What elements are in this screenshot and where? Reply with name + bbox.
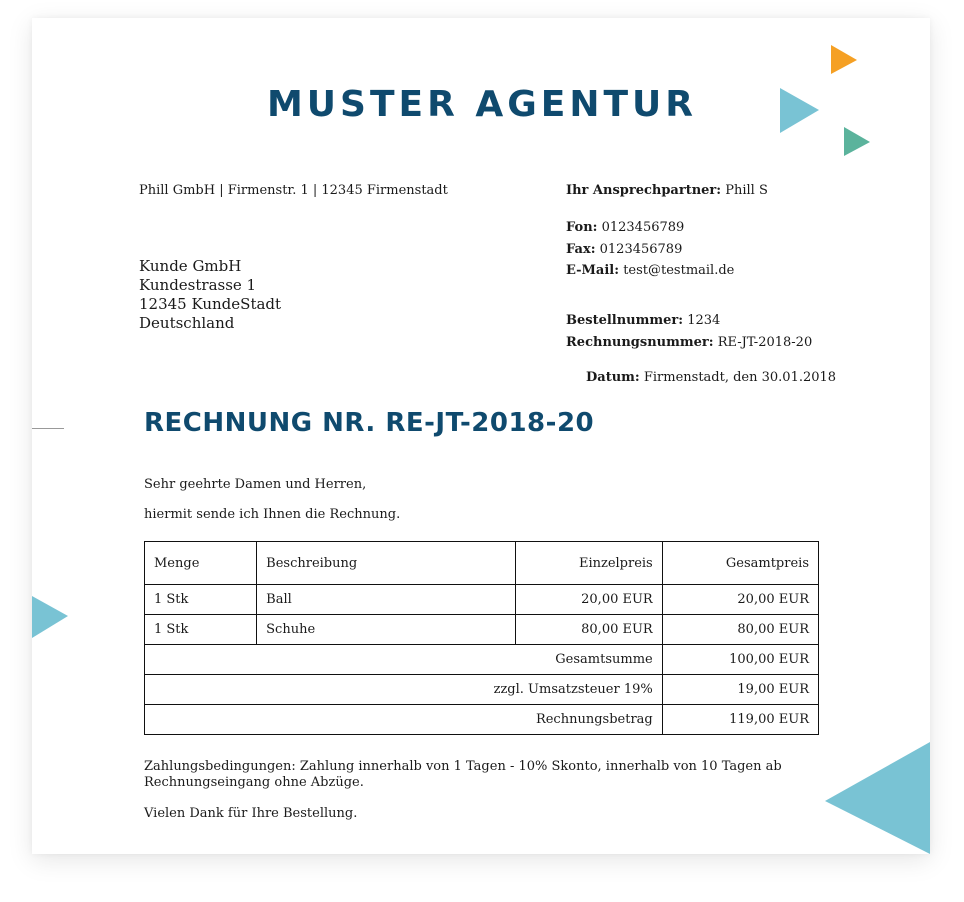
quantity-cell: 1 Stk xyxy=(145,585,257,615)
column-header: Einzelpreis xyxy=(515,542,662,585)
corner-blue-triangle-icon xyxy=(825,742,930,854)
table-row xyxy=(145,585,819,615)
fax-value: 0123456789 xyxy=(599,242,683,257)
order-number xyxy=(566,313,720,328)
orange-triangle-icon xyxy=(831,45,857,74)
subtotal-label: Gesamtsumme xyxy=(145,645,663,675)
invoice-title: RECHNUNG NR. RE-JT-2018-20 xyxy=(144,408,595,438)
closing-thanks: Vielen Dank für Ihre Bestellung. xyxy=(144,806,358,821)
contact-person-value: Phill S xyxy=(725,183,768,198)
column-header: Beschreibung xyxy=(257,542,515,585)
fold-mark xyxy=(32,428,64,429)
salutation: Sehr geehrte Damen und Herren, xyxy=(144,477,367,492)
unit-price-cell: 80,00 EUR xyxy=(515,615,662,645)
sender-address-line: Phill GmbH | Firmenstr. 1 | 12345 Firmenstadt xyxy=(139,183,448,198)
brand-title: MUSTER AGENTUR xyxy=(266,84,698,125)
recipient-line: Deutschland xyxy=(139,314,235,332)
contact-phone xyxy=(566,220,684,235)
contact-person-label: Ihr Ansprechpartner: xyxy=(566,183,722,198)
email-value: test@testmail.de xyxy=(623,263,735,278)
total-price-cell: 80,00 EUR xyxy=(662,615,818,645)
recipient-line: 12345 KundeStadt xyxy=(139,295,282,313)
total-price-cell: 20,00 EUR xyxy=(662,585,818,615)
recipient-line: Kundestrasse 1 xyxy=(139,276,257,294)
tax-row xyxy=(145,675,819,705)
order-number-label: Bestellnummer: xyxy=(566,313,684,328)
subtotal-value: 100,00 EUR xyxy=(662,645,818,675)
quantity-cell: 1 Stk xyxy=(145,615,257,645)
description-cell: Ball xyxy=(257,585,515,615)
contact-fax xyxy=(566,242,682,257)
invoice-number-label: Rechnungsnummer: xyxy=(566,335,714,350)
payment-terms: Zahlungsbedingungen: Zahlung innerhalb von 1 Tagen - 10% Skonto, innerhalb von 10 Tagen ab Rechnungseingang ohne Abzüge. xyxy=(144,759,782,790)
grand-total-row xyxy=(145,705,819,735)
phone-label: Fon: xyxy=(566,220,598,235)
column-header: Gesamtpreis xyxy=(662,542,818,585)
tax-value: 19,00 EUR xyxy=(662,675,818,705)
teal-triangle-icon xyxy=(844,127,870,156)
unit-price-cell: 20,00 EUR xyxy=(515,585,662,615)
date-label: Datum: xyxy=(586,370,640,385)
phone-value: 0123456789 xyxy=(601,220,685,235)
fax-label: Fax: xyxy=(566,242,596,257)
grand-total-label: Rechnungsbetrag xyxy=(145,705,663,735)
contact-person xyxy=(566,183,768,198)
tax-label: zzgl. Umsatzsteuer 19% xyxy=(145,675,663,705)
recipient-address xyxy=(139,257,281,333)
invoice-number xyxy=(566,335,812,350)
grand-total-value: 119,00 EUR xyxy=(662,705,818,735)
invoice-date xyxy=(586,370,836,385)
column-header: Menge xyxy=(145,542,257,585)
table-row xyxy=(145,615,819,645)
table-header-row xyxy=(145,542,819,585)
date-value: Firmenstadt, den 30.01.2018 xyxy=(643,370,837,385)
description-cell: Schuhe xyxy=(257,615,515,645)
invoice-items-table xyxy=(144,541,819,735)
order-number-value: 1234 xyxy=(687,313,721,328)
recipient-line: Kunde GmbH xyxy=(139,257,242,275)
email-label: E-Mail: xyxy=(566,263,620,278)
contact-email xyxy=(566,263,734,278)
subtotal-row xyxy=(145,645,819,675)
invoice-number-value: RE-JT-2018-20 xyxy=(717,335,813,350)
intro-text: hiermit sende ich Ihnen die Rechnung. xyxy=(144,507,401,522)
left-blue-triangle-icon xyxy=(32,596,68,638)
